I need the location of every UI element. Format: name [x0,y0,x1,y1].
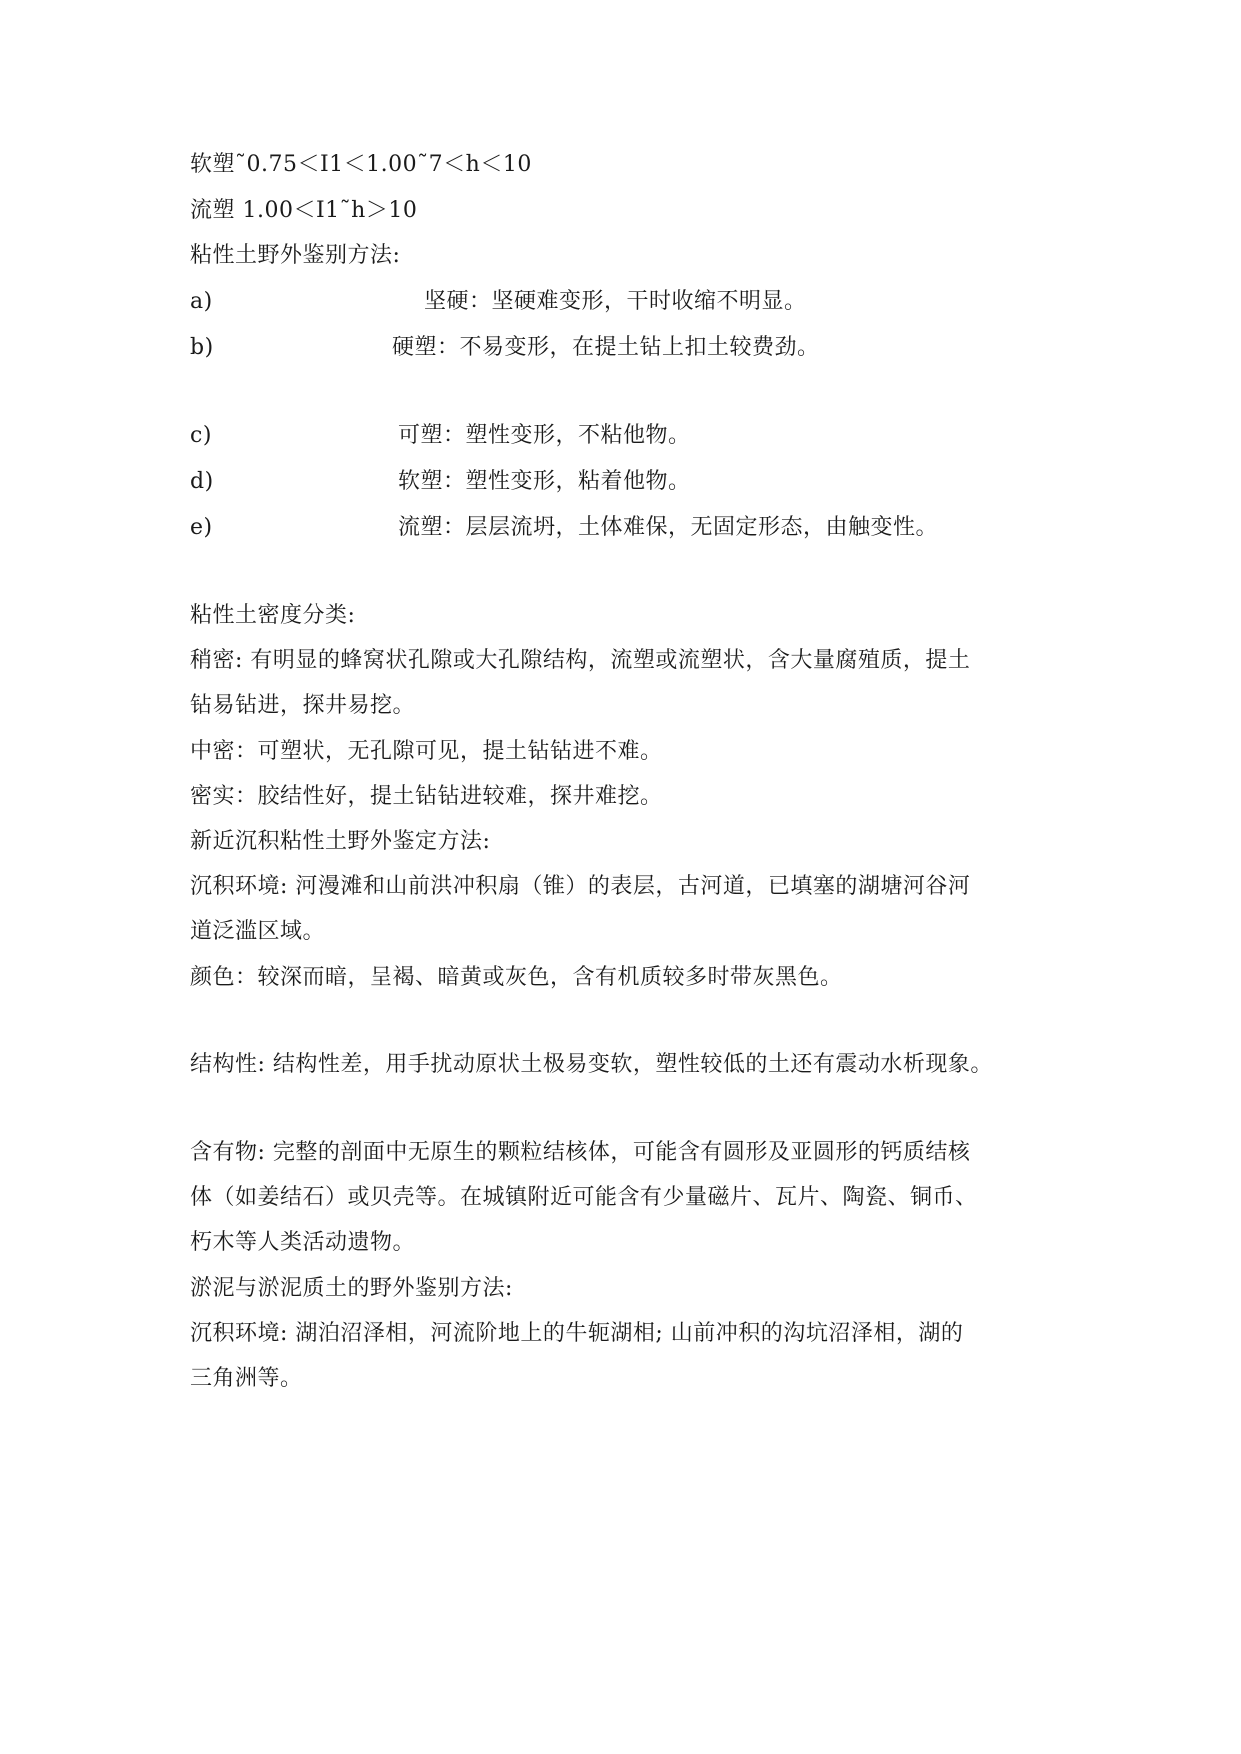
list-marker: a) [190,289,213,314]
silt-environment-text-cont: 三角洲等。 [190,1366,303,1391]
list-item-text: 流塑：层层流坍，土体难保，无固定形态，由触变性。 [398,515,939,540]
silt-environment-text: 沉积环境: 湖泊沼泽相，河流阶地上的牛轭湖相; 山前冲积的沟坑沼泽相，湖的 [190,1321,964,1346]
list-marker: e) [190,515,213,540]
list-item-text: 硬塑：不易变形，在提土钻上扣土较费劲。 [392,335,820,360]
density-classification-heading: 粘性土密度分类: [190,603,356,628]
deposit-environment-text-cont: 道泛滥区域。 [190,919,326,944]
structure-text: 结构性: 结构性差，用手扰动原状土极易变软，塑性较低的土还有震动水析现象。 [190,1052,993,1077]
inclusions-text-cont: 体（如姜结石）或贝壳等。在城镇附近可能含有少量磁片、瓦片、陶瓷、铜币、 [190,1185,978,1210]
field-identification-heading: 粘性土野外鉴别方法: [190,243,401,268]
density-loose-text-cont: 钻易钻进，探井易挖。 [190,693,416,718]
inclusions-text: 含有物: 完整的剖面中无原生的颗粒结核体，可能含有圆形及亚圆形的钙质结核 [190,1140,971,1165]
list-item-text: 可塑：塑性变形，不粘他物。 [398,423,691,448]
list-marker: c) [190,423,212,448]
silt-identification-heading: 淤泥与淤泥质土的野外鉴别方法: [190,1276,513,1301]
color-text: 颜色：较深而暗，呈褐、暗黄或灰色，含有机质较多时带灰黑色。 [190,965,843,990]
list-item-text: 坚硬：坚硬难变形，干时收缩不明显。 [424,289,807,314]
deposit-environment-text: 沉积环境: 河漫滩和山前洪冲积扇（锥）的表层，古河道，已填塞的湖塘河谷河 [190,874,971,899]
list-marker: d) [190,469,214,494]
inclusions-text-end: 朽木等人类活动遗物。 [190,1230,416,1255]
density-medium-text: 中密：可塑状，无孔隙可见，提土钻钻进不难。 [190,739,663,764]
list-item-text: 软塑：塑性变形，粘着他物。 [398,469,691,494]
density-loose-text: 稍密: 有明显的蜂窝状孔隙或大孔隙结构，流塑或流塑状，含大量腐殖质，提土 [190,648,971,673]
plasticity-soft-line: 软塑˜0.75＜I1＜1.00˜7＜h＜10 [190,152,532,177]
density-dense-text: 密实：胶结性好，提土钻钻进较难，探井难挖。 [190,784,663,809]
list-marker: b) [190,335,214,360]
plasticity-flow-line: 流塑 1.00＜I1˜h＞10 [190,198,418,223]
recent-deposit-heading: 新近沉积粘性土野外鉴定方法: [190,829,491,854]
